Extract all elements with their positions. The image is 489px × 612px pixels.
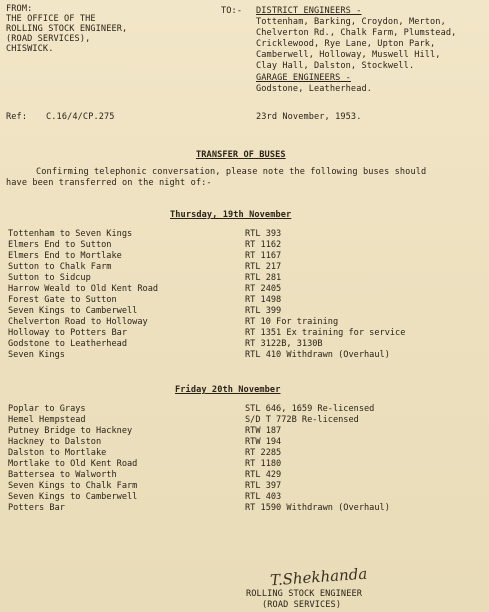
route-cell: Tottenham to Seven Kings	[8, 229, 133, 239]
table-row	[8, 295, 488, 305]
table-row	[8, 306, 488, 316]
table-row	[8, 492, 488, 502]
signature-title: (ROAD SERVICES)	[262, 600, 342, 610]
route-cell: Harrow Weald to Old Kent Road	[8, 284, 159, 294]
table-row	[8, 426, 488, 436]
table-row	[8, 459, 488, 469]
table-row	[8, 229, 488, 239]
from-line: ROLLING STOCK ENGINEER,	[6, 24, 128, 34]
route-cell: Holloway to Potters Bar	[8, 328, 127, 338]
route-cell: Seven Kings	[8, 350, 65, 360]
route-cell: Dalston to Mortlake	[8, 448, 107, 458]
code-cell: RT 1162	[245, 240, 282, 250]
table-row	[8, 328, 488, 338]
from-label: FROM:	[6, 4, 33, 14]
route-cell: Elmers End to Mortlake	[8, 251, 122, 261]
route-cell: Sutton to Sidcup	[8, 273, 91, 283]
garage-heading: GARAGE ENGINEERS -	[256, 73, 351, 83]
code-cell: RTL 397	[245, 481, 282, 491]
intro-line: Confirming telephonic conversation, please note the following buses should	[36, 167, 427, 177]
code-cell: RTL 217	[245, 262, 282, 272]
handwritten-signature: T.Shekhanda	[269, 564, 368, 590]
route-cell: Forest Gate to Sutton	[8, 295, 117, 305]
code-cell: RT 3122B, 3130B	[245, 339, 323, 349]
table-row	[8, 415, 488, 425]
from-line: (ROAD SERVICES),	[6, 34, 91, 44]
code-cell: RTL 403	[245, 492, 282, 502]
table-row	[8, 339, 488, 349]
table-row	[8, 240, 488, 250]
district-line: Clay Hall, Dalston, Stockwell.	[256, 61, 415, 71]
table-row	[8, 470, 488, 480]
table-row	[8, 262, 488, 272]
table-row	[8, 350, 488, 360]
route-cell: Mortlake to Old Kent Road	[8, 459, 138, 469]
code-cell: RTL 410 Withdrawn (Overhaul)	[245, 350, 390, 360]
table-row	[8, 437, 488, 447]
code-cell: RT 1351 Ex training for service	[245, 328, 406, 338]
garage-line: Godstone, Leatherhead.	[256, 84, 373, 94]
code-cell: RT 1167	[245, 251, 282, 261]
table-row	[8, 448, 488, 458]
table-row	[8, 404, 488, 414]
district-line: Cricklewood, Rye Lane, Upton Park,	[256, 39, 436, 49]
route-cell: Putney Bridge to Hackney	[8, 426, 133, 436]
from-line: THE OFFICE OF THE	[6, 14, 96, 24]
code-cell: RTL 429	[245, 470, 282, 480]
table-row	[8, 481, 488, 491]
code-cell: RTL 281	[245, 273, 282, 283]
code-cell: RTW 187	[245, 426, 282, 436]
district-heading: DISTRICT ENGINEERS -	[256, 6, 362, 16]
route-cell: Hemel Hempstead	[8, 415, 86, 425]
code-cell: RT 2285	[245, 448, 282, 458]
table-row	[8, 273, 488, 283]
code-cell: RT 1590 Withdrawn (Overhaul)	[245, 503, 390, 513]
table-row	[8, 503, 488, 513]
route-cell: Seven Kings to Camberwell	[8, 306, 138, 316]
from-line: CHISWICK.	[6, 44, 54, 54]
route-cell: Potters Bar	[8, 503, 65, 513]
district-line: Camberwell, Holloway, Muswell Hill,	[256, 50, 441, 60]
table-row	[8, 251, 488, 261]
route-cell: Battersea to Walworth	[8, 470, 117, 480]
code-cell: RT 1498	[245, 295, 282, 305]
route-cell: Chelverton Road to Holloway	[8, 317, 148, 327]
code-cell: RT 2405	[245, 284, 282, 294]
table-row	[8, 317, 488, 327]
route-cell: Seven Kings to Chalk Farm	[8, 481, 138, 491]
code-cell: RTL 399	[245, 306, 282, 316]
memo-title: TRANSFER OF BUSES	[196, 150, 286, 160]
code-cell: RT 10 For training	[245, 317, 339, 327]
to-label: TO:-	[221, 6, 243, 16]
ref-label: Ref:	[6, 112, 28, 122]
code-cell: STL 646, 1659 Re-licensed	[245, 404, 375, 414]
route-cell: Poplar to Grays	[8, 404, 86, 414]
intro-line: have been transferred on the night of:-	[6, 178, 212, 188]
ref-value: C.16/4/CP.275	[46, 112, 115, 122]
route-cell: Seven Kings to Camberwell	[8, 492, 138, 502]
section-heading: Thursday, 19th November	[170, 210, 292, 220]
code-cell: RTL 393	[245, 229, 282, 239]
district-line: Chelverton Rd., Chalk Farm, Plumstead,	[256, 28, 457, 38]
code-cell: RT 1180	[245, 459, 282, 469]
signature-title: ROLLING STOCK ENGINEER	[246, 589, 363, 599]
section-heading: Friday 20th November	[175, 385, 281, 395]
table-row	[8, 284, 488, 294]
district-line: Tottenham, Barking, Croydon, Merton,	[256, 17, 446, 27]
route-cell: Sutton to Chalk Farm	[8, 262, 112, 272]
memo-date: 23rd November, 1953.	[256, 112, 362, 122]
code-cell: S/D T 772B Re-licensed	[245, 415, 359, 425]
code-cell: RTW 194	[245, 437, 282, 447]
route-cell: Elmers End to Sutton	[8, 240, 112, 250]
route-cell: Hackney to Dalston	[8, 437, 102, 447]
route-cell: Godstone to Leatherhead	[8, 339, 127, 349]
